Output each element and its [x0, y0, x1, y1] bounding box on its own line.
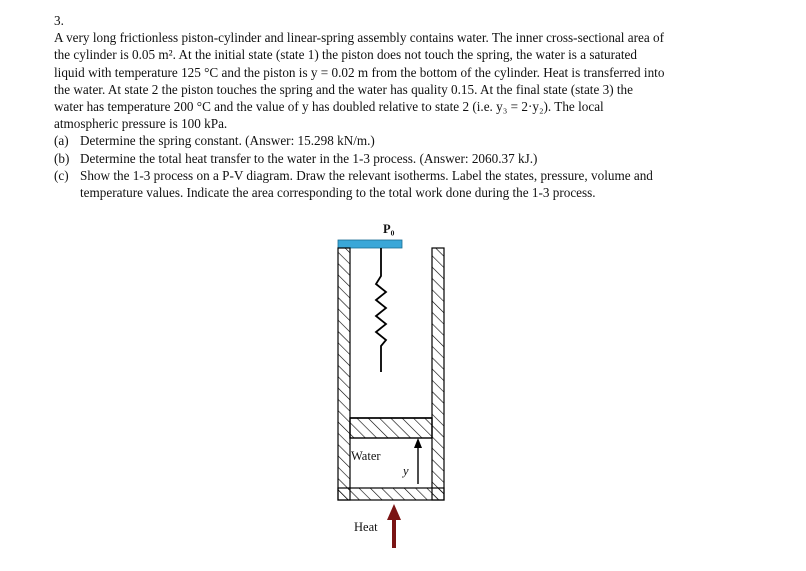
piston-cylinder-diagram: [330, 222, 460, 552]
question-list: [54, 132, 754, 201]
item-text: [80, 150, 754, 167]
atmospheric-pressure-label: P₀: [383, 222, 395, 236]
cylinder-bottom: [338, 488, 444, 500]
question-item-b: [54, 150, 754, 167]
support-plate: [338, 240, 402, 248]
spring: [376, 248, 386, 372]
statement-line: the cylinder is 0.05 m². At the initial state (state 1) the piston does not touch the spring, the water is a saturated: [54, 47, 637, 63]
item-line: temperature values. Indicate the area corresponding to the total work done during the 1-3 process.: [80, 185, 596, 201]
right-wall: [432, 248, 444, 500]
heat-arrow-head: [387, 504, 401, 520]
heat-label: Heat: [354, 520, 378, 534]
item-label: (b): [54, 150, 70, 166]
question-item-c: [54, 167, 754, 201]
item-line: Show the 1-3 process on a P-V diagram. Draw the relevant isotherms. Label the states, pressure, volume and: [80, 167, 653, 183]
statement-line: the water. At state 2 the piston touches the spring and the water has quality 0.15. At the final state (state 3) the: [54, 81, 634, 97]
item-text: [80, 167, 754, 201]
statement-line: atmospheric pressure is 100 kPa.: [54, 116, 228, 132]
problem-statement: [54, 29, 754, 132]
piston-cylinder-figure: [330, 222, 460, 552]
problem-text: [54, 12, 754, 201]
statement-line: A very long frictionless piston-cylinder and linear-spring assembly contains water. The inner cross-sectional area of: [54, 30, 664, 46]
water-label: Water: [351, 449, 381, 463]
question-item-a: [54, 132, 754, 149]
problem-number: 3.: [54, 13, 64, 28]
item-label: (c): [54, 167, 69, 183]
item-label: (a): [54, 133, 69, 149]
piston: [350, 418, 432, 438]
statement-line: liquid with temperature 125 °C and the piston is y = 0.02 m from the bottom of the cylinder. Heat is transferred into: [54, 64, 665, 80]
item-line: Determine the spring constant. (Answer: 15.298 kN/m.): [80, 133, 375, 149]
left-wall: [338, 248, 350, 500]
item-line: Determine the total heat transfer to the water in the 1-3 process. (Answer: 2060.37 kJ.): [80, 150, 538, 166]
statement-line: water has temperature 200 °C and the value of y has doubled relative to state 2 (i.e. y₃ = 2·y₂). The local: [54, 99, 604, 115]
y-arrow-head: [414, 438, 422, 448]
item-text: [80, 132, 754, 149]
y-label: y: [403, 464, 409, 478]
